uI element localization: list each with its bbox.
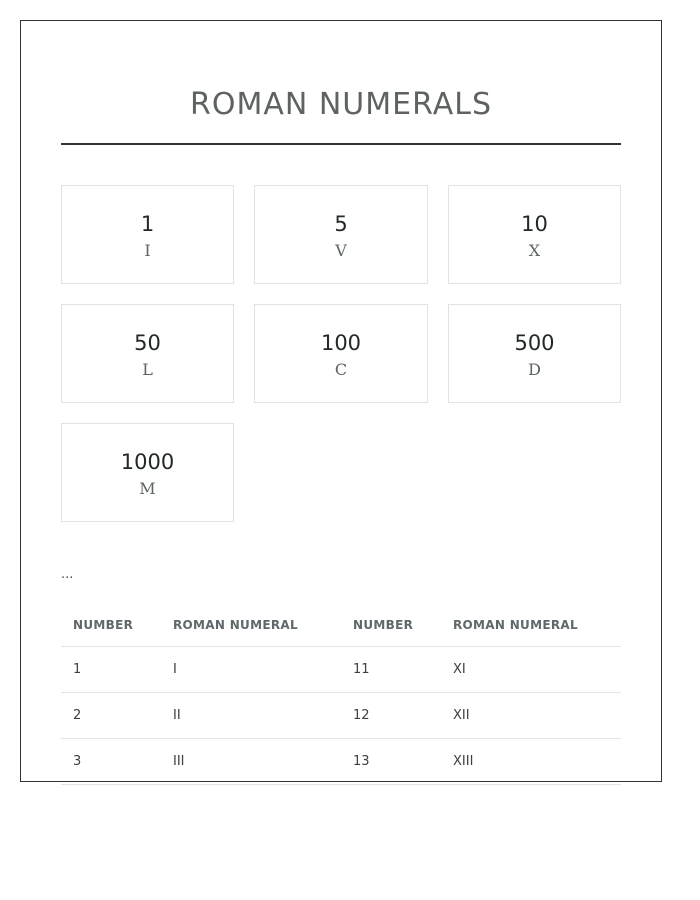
numeral-card-10[interactable] [448,185,621,284]
cell-number: 3 [61,739,161,785]
cell-roman: XIII [441,739,621,785]
page-title [61,19,621,125]
card-number: 100 [320,331,362,355]
page-title-text: ROMAN NUMERALS [190,86,492,122]
table-header-row [61,604,621,647]
cell-roman: XII [441,693,621,739]
numeral-card-grid [61,185,621,522]
numeral-card-5[interactable] [254,185,428,284]
header-number: NUMBER [341,604,441,647]
cell-roman: XI [441,647,621,693]
card-number: 10 [521,212,548,236]
table-row [61,693,621,739]
card-roman: I [144,241,151,260]
numeral-card-100[interactable] [254,304,428,403]
numeral-card-50[interactable] [61,304,234,403]
card-roman: V [335,241,347,260]
card-number: 1000 [120,450,175,474]
card-number: 500 [514,331,555,355]
cell-roman: III [161,739,341,785]
page-content [61,20,621,785]
numeral-card-1[interactable] [61,185,234,284]
header-number: NUMBER [61,604,161,647]
header-roman-numeral: ROMAN NUMERAL [441,604,621,647]
numerals-table [61,604,621,785]
card-number: 5 [334,212,348,236]
header-roman-numeral: ROMAN NUMERAL [161,604,341,647]
card-roman: X [528,241,541,260]
cell-number: 2 [61,693,161,739]
table-row [61,647,621,693]
card-roman: M [139,479,156,498]
numeral-card-1000[interactable] [61,423,234,522]
cell-number: 12 [341,693,441,739]
card-roman: L [142,360,153,379]
card-number: 1 [140,212,155,236]
cell-roman: I [161,647,341,693]
card-number: 50 [134,331,161,355]
card-roman: D [528,360,541,379]
cell-number: 13 [341,739,441,785]
title-divider [61,143,621,145]
ellipsis-text: ... [61,567,74,582]
card-roman: C [334,360,348,379]
cell-number: 11 [341,647,441,693]
cell-roman: II [161,693,341,739]
cell-number: 1 [61,647,161,693]
numeral-card-500[interactable] [448,304,621,403]
table-row [61,739,621,785]
